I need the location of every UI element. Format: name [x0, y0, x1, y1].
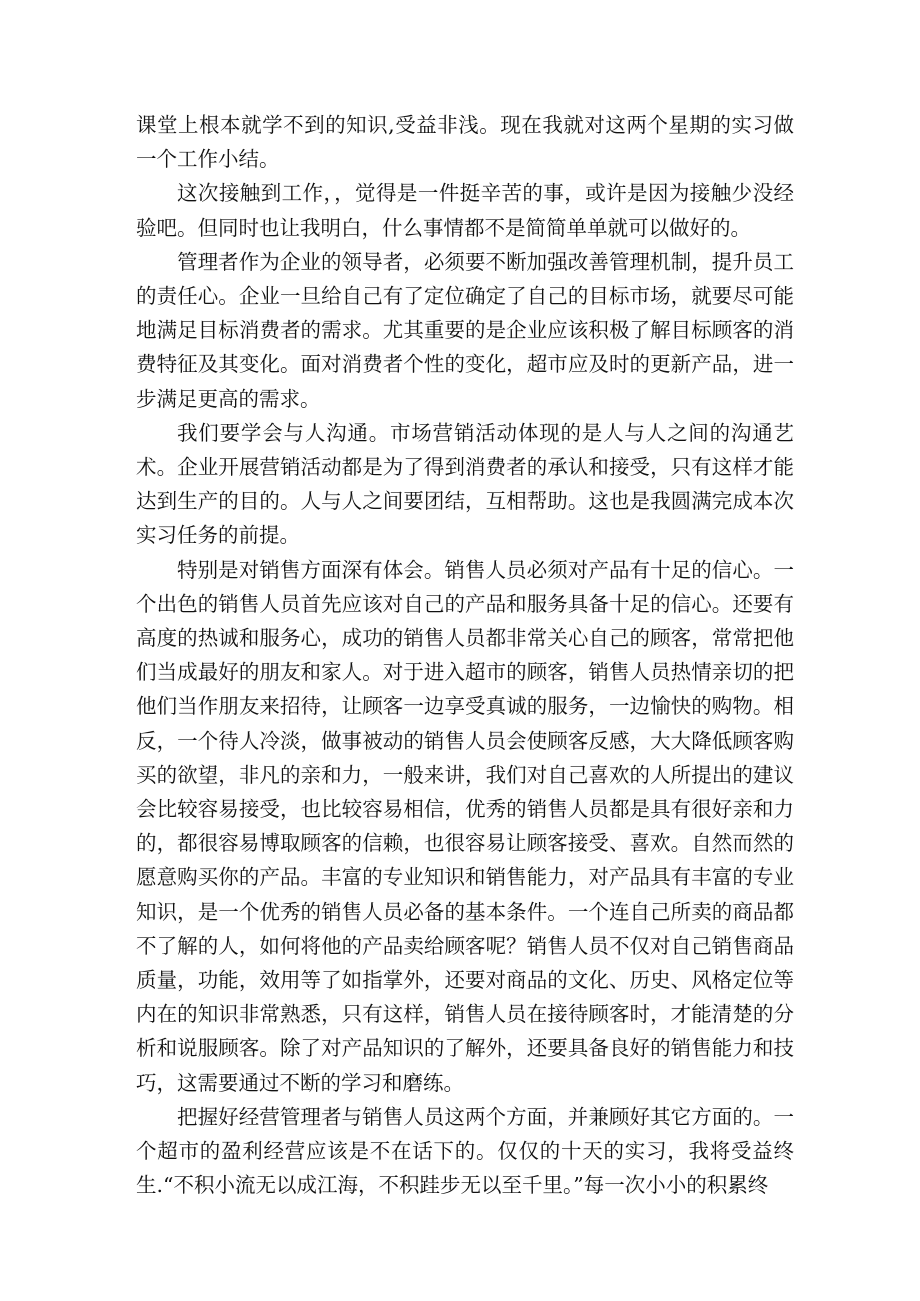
paragraph-2: 这次接触到工作，，觉得是一件挺辛苦的事，或许是因为接触少没经验吧。但同时也让我明白，什么事情都不是简简单单就可以做好的。 — [136, 181, 794, 240]
paragraph-1: 课堂上根本就学不到的知识,受益非浅。现在我就对这两个星期的实习做一个工作小结。 — [136, 113, 794, 172]
document-body — [136, 108, 794, 1203]
paragraph-3: 管理者作为企业的领导者，必须要不断加强改善管理机制，提升员工的责任心。企业一旦给自己有了定位确定了自己的目标市场，就要尽可能地满足目标消费者的需求。尤其重要的是企业应该积极了解目标顾客的消费特征及其变化。面对消费者个性的变化，超市应及时的更新产品，进一步满足更高的需求。 — [136, 249, 794, 411]
paragraph-4: 我们要学会与人沟通。市场营销活动体现的是人与人之间的沟通艺术。企业开展营销活动都是为了得到消费者的承认和接受，只有这样才能达到生产的目的。人与人之间要团结，互相帮助。这也是我圆满完成本次实习任务的前提。 — [136, 420, 794, 548]
paragraph-6: 把握好经营管理者与销售人员这两个方面，并兼顾好其它方面的。一个超市的盈利经营应该是不在话下的。仅仅的十天的实习，我将受益终生.“不积小流无以成江海，不积跬步无以至千里。”每一次小小的积累终 — [136, 1104, 794, 1198]
paragraph-5: 特别是对销售方面深有体会。销售人员必须对产品有十足的信心。一个出色的销售人员首先应该对自己的产品和服务具备十足的信心。还要有高度的热诚和服务心，成功的销售人员都非常关心自己的顾客，常常把他们当成最好的朋友和家人。对于进入超市的顾客，销售人员热情亲切的把他们当作朋友来招待，让顾客一边享受真诚的服务，一边愉快的购物。相反，一个待人冷淡，做事被动的销售人员会使顾客反感，大大降低顾客购买的欲望，非凡的亲和力，一般来讲，我们对自己喜欢的人所提出的建议会比较容易接受，也比较容易相信，优秀的销售人员都是具有很好亲和力的，都很容易博取顾客的信赖，也很容易让顾客接受、喜欢。自然而然的愿意购买你的产品。丰富的专业知识和销售能力，对产品具有丰富的专业知识，是一个优秀的销售人员必备的基本条件。一个连自己所卖的商品都不了解的人，如何将他的产品卖给顾客呢？销售人员不仅对自己销售商品质量，功能，效用等了如指掌外，还要对商品的文化、历史、风格定位等内在的知识非常熟悉，只有这样，销售人员在接待顾客时，才能清楚的分析和说服顾客。除了对产品知识的了解外，还要具备良好的销售能力和技巧，这需要通过不断的学习和磨练。 — [136, 557, 794, 1095]
